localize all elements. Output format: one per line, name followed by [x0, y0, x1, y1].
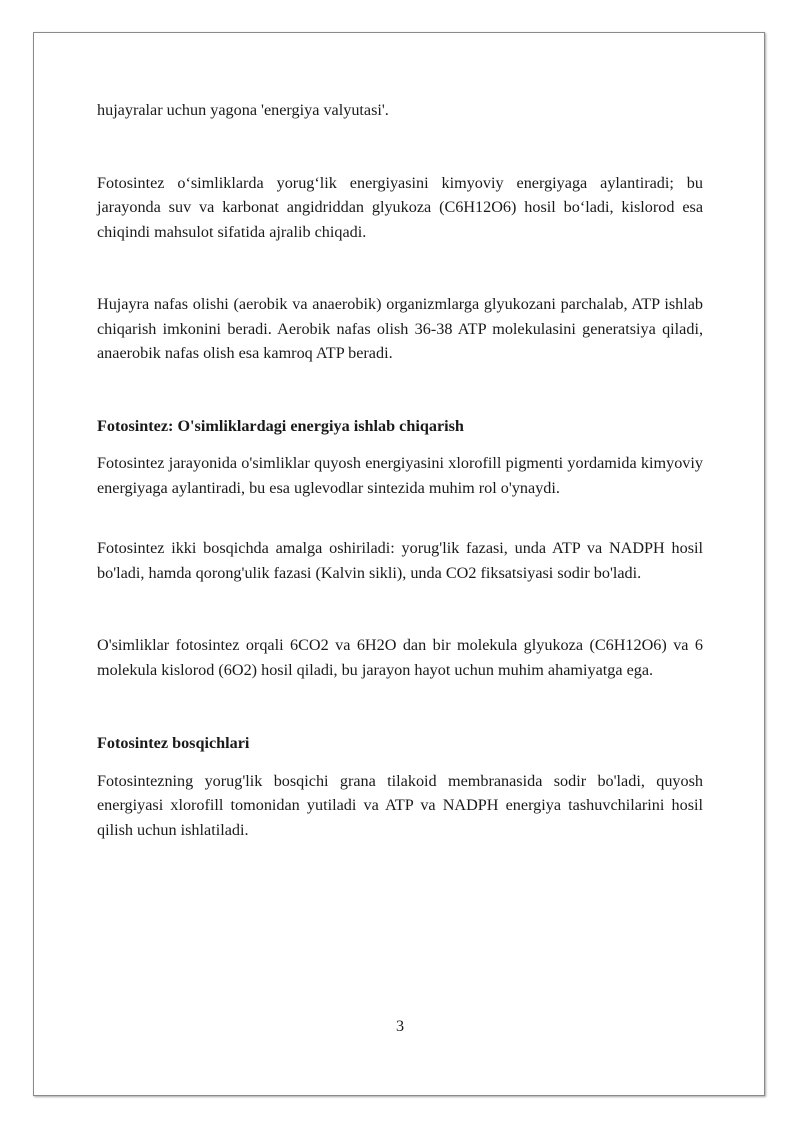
paragraph: O'simliklar fotosintez orqali 6CO2 va 6H2O dan bir molekula glyukoza (C6H12O6) va 6 molekula kislorod (6O2) hosil qiladi, bu jarayon hayot uchun muhim ahamiyatga ega.: [97, 636, 703, 679]
paragraph: hujayralar uchun yagona 'energiya valyutasi'.: [97, 101, 389, 119]
section-heading: Fotosintez: O'simliklardagi energiya ishlab chiqarish: [97, 416, 464, 435]
paragraph: Fotosintezning yorug'lik bosqichi grana tilakoid membranasida sodir bo'ladi, quyosh energiyasi xlorofill tomonidan yutiladi va ATP va NADPH energiya tashuvchilarini hosil qilish uchun ishlatiladi.: [97, 771, 703, 839]
paragraph: Fotosintez ikki bosqichda amalga oshiriladi: yorug'lik fazasi, unda ATP va NADPH hosil bo'ladi, hamda qorong'ulik fazasi (Kalvin sikli), unda CO2 fiksatsiyasi sodir bo'ladi.: [97, 539, 703, 582]
document-body: [97, 98, 703, 842]
page-number: 3: [395, 1017, 405, 1035]
paragraph: Fotosintez o‘simliklarda yorug‘lik energiyasini kimyoviy energiyaga aylantiradi; bu jarayonda suv va karbonat angidriddan glyukoza (C6H12O6) hosil bo‘ladi, kislorod esa chiqindi mahsulot sifatida ajralib chiqadi.: [97, 173, 703, 241]
paragraph: Fotosintez jarayonida o'simliklar quyosh energiyasini xlorofill pigmenti yordamida kimyoviy energiyaga aylantiradi, bu esa uglevodlar sintezida muhim rol o'ynaydi.: [97, 454, 703, 497]
paragraph: Hujayra nafas olishi (aerobik va anaerobik) organizmlarga glyukozani parchalab, ATP ishlab chiqarish imkonini beradi. Aerobik nafas olish 36-38 ATP molekulasini generatsiya qiladi, anaerobik nafas olish esa kamroq ATP beradi.: [97, 295, 703, 362]
section-heading: Fotosintez bosqichlari: [97, 734, 250, 752]
